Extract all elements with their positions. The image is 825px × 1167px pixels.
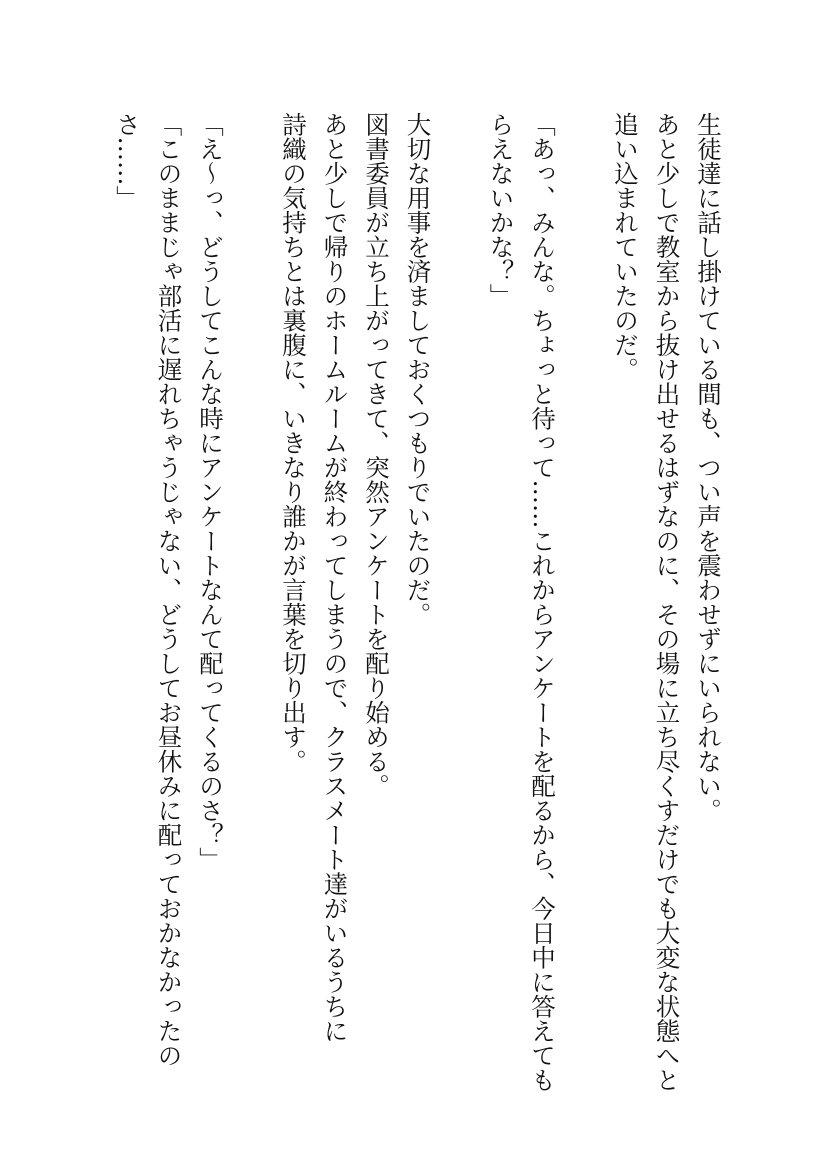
paragraph-dialogue-1: 「あっ、みんな。ちょっと待って……これからアンケートを配るから、今日中に答えてもらえないかな？」 (486, 112, 557, 1092)
paragraph-dialogue-2: 「え～っ、どうしてこんな時にアンケートなんて配ってくるのさ？」 「このままじゃ部活に遅れちゃうじゃない、どうしてお昼休みに配っておかなかったのさ……」 (113, 112, 225, 1068)
paragraph-spacer (231, 112, 273, 1097)
paragraph-narration-3: 詩織の気持ちとは裏腹に、いきなり誰かが言葉を切り出す。 (279, 112, 308, 774)
paragraph-spacer (439, 112, 481, 1097)
paragraph-narration-2: 大切な用事を済ましておくつもりでいたのだ。 図書委員が立ち上がってきて、突然アンケートを配り始める。 あと少しで帰りのホームルームが終わってしまうので、クラスメート達がいるうちに (320, 112, 433, 1043)
vertical-text-block (107, 112, 730, 1097)
paragraph-narration-1: 生徒達に話し掛けている間も、つい声を震わせずにいられない。 あと少しで教室から抜け出せるはずなのに、その場に立ち尽くすだけでも大変な状態へと追い込まれていたのだ。 (611, 112, 723, 1092)
paragraph-spacer (563, 112, 605, 1097)
